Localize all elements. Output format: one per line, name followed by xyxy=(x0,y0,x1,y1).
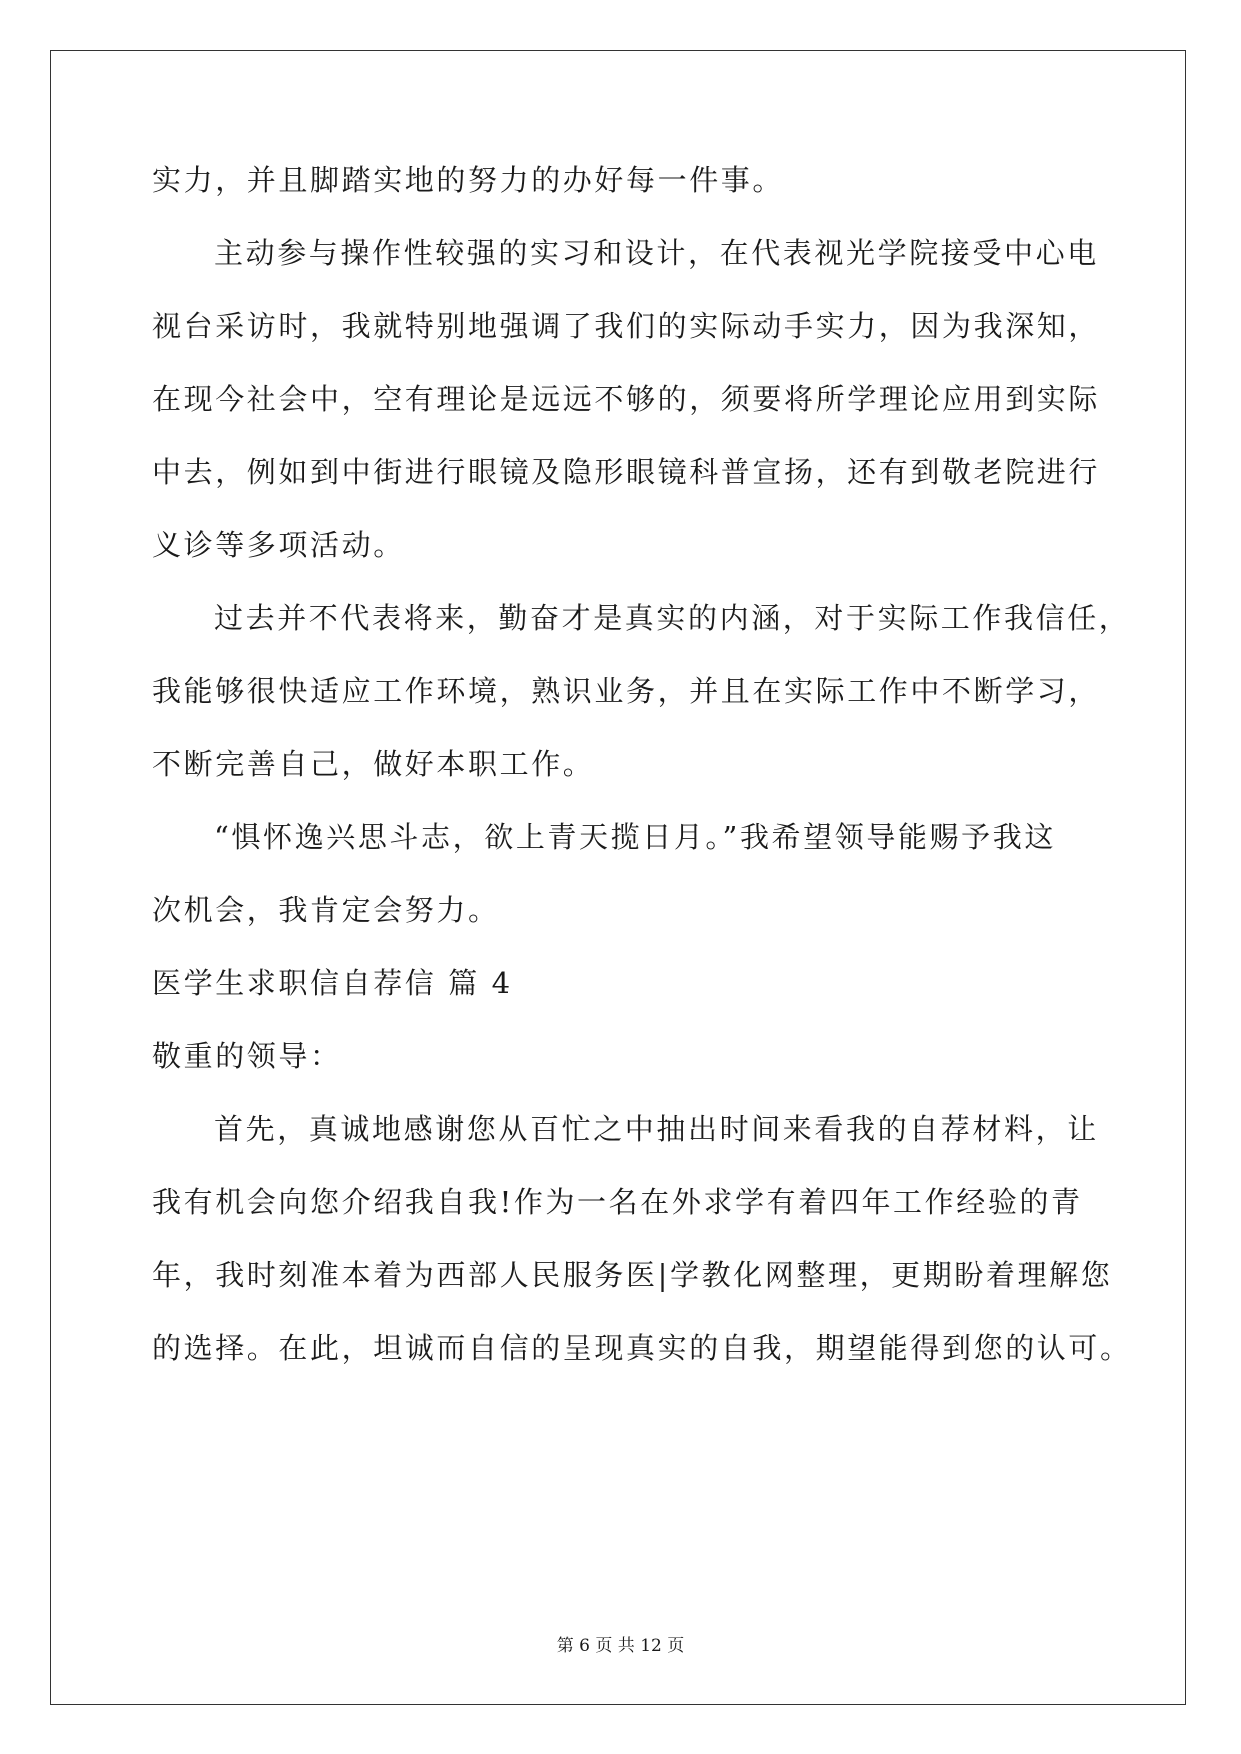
text-line: 视台采访时，我就特别地强调了我们的实际动手实力，因为我深知， xyxy=(152,309,1101,343)
page-number-footer: 第 6 页 共 12 页 xyxy=(556,1636,685,1656)
text-line: 在现今社会中，空有理论是远远不够的，须要将所学理论应用到实际 xyxy=(152,382,1101,416)
text-line: 义诊等多项活动。 xyxy=(152,528,405,562)
text-line: 实力，并且脚踏实地的努力的办好每一件事。 xyxy=(152,163,785,197)
text-line: 我能够很快适应工作环境，熟识业务，并且在实际工作中不断学习， xyxy=(152,674,1101,708)
page-border xyxy=(50,50,1186,1705)
paragraph-start-line: 首先，真诚地感谢您从百忙之中抽出时间来看我的自荐材料，让 xyxy=(214,1112,1099,1146)
paragraph-start-line: 主动参与操作性较强的实习和设计，在代表视光学院接受中心电 xyxy=(214,236,1099,270)
text-line: 年，我时刻准本着为西部人民服务医|学教化网整理，更期盼着理解您 xyxy=(152,1258,1113,1292)
text-line: 我有机会向您介绍我自我!作为一名在外求学有着四年工作经验的青 xyxy=(152,1185,1083,1219)
text-line: 中去，例如到中街进行眼镜及隐形眼镜科普宣扬，还有到敬老院进行 xyxy=(152,455,1101,489)
section-heading: 医学生求职信自荐信 篇 4 xyxy=(152,966,513,1000)
text-line: 的选择。在此，坦诚而自信的呈现真实的自我，期望能得到您的认可。 xyxy=(152,1331,1132,1365)
salutation: 敬重的领导： xyxy=(152,1039,342,1073)
text-line: 次机会，我肯定会努力。 xyxy=(152,893,500,927)
text-line: 不断完善自己，做好本职工作。 xyxy=(152,747,595,781)
paragraph-start-line: “惧怀逸兴思斗志，欲上青天揽日月。”我希望领导能赐予我这 xyxy=(214,820,1056,854)
paragraph-start-line: 过去并不代表将来，勤奋才是真实的内涵，对于实际工作我信任， xyxy=(214,601,1131,635)
